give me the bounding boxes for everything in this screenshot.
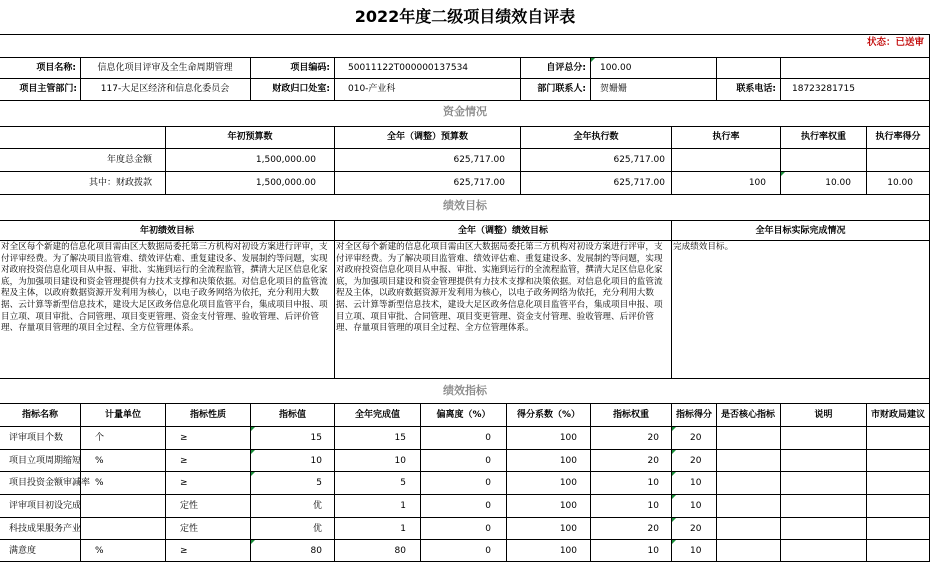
- ind-done: 80: [394, 546, 406, 556]
- indicators-section-title: 绩效指标: [443, 384, 487, 397]
- ind-value: 15: [310, 433, 322, 443]
- ind-coef: 100: [559, 501, 577, 511]
- cell-marker-icon: [672, 518, 676, 522]
- ind-done: 5: [400, 478, 406, 488]
- ind-coef: 100: [559, 546, 577, 556]
- ind-done: 10: [394, 456, 406, 466]
- ind-name: 满意度: [9, 546, 37, 556]
- ind-score: 20: [690, 524, 702, 534]
- funds-row-budget: 1,500,000.00: [255, 155, 316, 165]
- ind-header-value: 指标值: [278, 410, 306, 420]
- ind-value: 80: [310, 546, 322, 556]
- ind-nature: ≥: [180, 456, 188, 466]
- ind-unit: %: [95, 478, 104, 488]
- ind-nature: ≥: [180, 433, 188, 443]
- dept-label: 项目主管部门:: [19, 84, 77, 94]
- ind-deviation: 0: [485, 524, 491, 534]
- cell-marker-icon: [672, 427, 676, 431]
- ind-value: 优: [312, 524, 322, 534]
- ind-coef: 100: [559, 433, 577, 443]
- project-code-label: 项目编码:: [290, 63, 330, 73]
- ind-header-coef: 得分系数（%）: [516, 410, 581, 420]
- ind-deviation: 0: [485, 546, 491, 556]
- ind-nature: ≥: [180, 478, 188, 488]
- phone: 18723281715: [792, 84, 855, 94]
- cell-marker-icon: [672, 472, 676, 476]
- cell-marker-icon: [251, 540, 255, 544]
- ind-name: 项目投资金额审减率: [9, 478, 91, 488]
- finance-label: 财政归口处室:: [272, 84, 330, 94]
- funds-row-weight: 10.00: [825, 178, 851, 188]
- cell-marker-icon: [781, 172, 785, 176]
- ind-name: 科技成果服务产业: [9, 524, 82, 534]
- ind-score: 20: [690, 456, 702, 466]
- ind-nature: 定性: [180, 524, 199, 534]
- ind-unit: 个: [95, 433, 105, 443]
- funds-header-budget: 年初预算数: [227, 132, 273, 142]
- ind-value: 10: [310, 456, 322, 466]
- goal-adjusted-text: 对全区每个新建的信息化项目需由区大数据局委托第三方机构对初设方案进行评审，支付评审经费。为了解决项目监管难、绩效评估难、重复建设多、发展制约等问题，实现对政府投资信息化项目从申报、审批、实施到运行的全流程监管，撰清大足区信息化家底，为加强项目建设和资金管理提供有力技术支撑和决策依据。对信息化项目的监管流程及主体，以政府数据资源开发利用为核心，以电子政务网络为依托，充分利用大数据、云计算等新型信息技术，建设大足区政务信息化项目监管平台，集成项目申报、项目立项、项目审批、合同管理、项目变更管理、资金支付管理、验收管理、后评价管理、存量项目管理的项目全过程、全方位管理体系。: [336, 242, 663, 334]
- goals-section-title: 绩效目标: [443, 199, 487, 212]
- ind-unit: %: [95, 546, 104, 556]
- cell-marker-icon: [251, 427, 255, 431]
- dept: 117-大足区经济和信息化委员会: [100, 84, 230, 94]
- cell-marker-icon: [672, 495, 676, 499]
- ind-header-core: 是否核心指标: [720, 410, 775, 420]
- funds-row-rate: 100: [748, 178, 766, 188]
- self-score-label: 自评总分:: [546, 63, 586, 73]
- project-code: 50011122T000000137534: [348, 63, 469, 73]
- ind-score: 10: [690, 478, 702, 488]
- contact: 贺姗姗: [600, 84, 628, 94]
- funds-header-rate: 执行率: [712, 132, 740, 142]
- ind-coef: 100: [559, 456, 577, 466]
- ind-header-name: 指标名称: [21, 410, 58, 420]
- ind-name: 评审项目初设完成: [9, 501, 82, 511]
- page-title: 2022年度二级项目绩效自评表: [354, 7, 576, 26]
- ind-header-advice: 市财政局建议: [870, 410, 925, 420]
- cell-marker-icon: [672, 540, 676, 544]
- ind-weight: 20: [647, 524, 659, 534]
- ind-name: 评审项目个数: [9, 433, 64, 443]
- goal-actual-text: 完成绩效目标。: [673, 242, 734, 252]
- ind-deviation: 0: [485, 478, 491, 488]
- status-badge: 状态：已送审: [866, 37, 924, 48]
- project-name: 信息化项目评审及全生命周期管理: [97, 63, 233, 73]
- ind-header-unit: 计量单位: [104, 410, 141, 420]
- ind-name: 项目立项周期缩短: [9, 456, 82, 466]
- finance: 010-产业科: [348, 84, 396, 94]
- contact-label: 部门联系人:: [537, 84, 586, 94]
- funds-section-title: 资金情况: [443, 105, 487, 118]
- funds-row-label: 年度总金额: [106, 155, 152, 165]
- goals-header-actual: 全年目标实际完成情况: [755, 226, 846, 236]
- funds-header-adjusted: 全年（调整）预算数: [386, 132, 468, 142]
- project-name-label: 项目名称:: [36, 63, 76, 73]
- cell-marker-icon: [251, 472, 255, 476]
- ind-score: 20: [690, 433, 702, 443]
- ind-unit: %: [95, 456, 104, 466]
- funds-header-executed: 全年执行数: [573, 132, 619, 142]
- ind-score: 10: [690, 501, 702, 511]
- ind-deviation: 0: [485, 433, 491, 443]
- ind-nature: 定性: [180, 501, 199, 511]
- goals-header-adjusted: 全年（调整）绩效目标: [457, 226, 548, 236]
- self-score: 100.00: [600, 63, 632, 73]
- ind-weight: 20: [647, 456, 659, 466]
- ind-coef: 100: [559, 478, 577, 488]
- ind-weight: 10: [647, 546, 659, 556]
- funds-row-executed: 625,717.00: [613, 155, 665, 165]
- ind-weight: 10: [647, 478, 659, 488]
- ind-header-done: 全年完成值: [354, 410, 400, 420]
- ind-value: 5: [316, 478, 322, 488]
- ind-header-weight: 指标权重: [612, 410, 649, 420]
- ind-done: 1: [400, 501, 406, 511]
- funds-row-adjusted: 625,717.00: [453, 155, 505, 165]
- cell-marker-icon: [251, 450, 255, 454]
- goal-initial-text: 对全区每个新建的信息化项目需由区大数据局委托第三方机构对初设方案进行评审，支付评审经费。为了解决项目监管难、绩效评估难、重复建设多、发展制约等问题，实现对政府投资信息化项目从申报、审批、实施到运行的全流程监管，撰清大足区信息化家底，为加强项目建设和资金管理提供有力技术支撑和决策依据。对信息化项目的监管流程及主体，以政府数据资源开发利用为核心，以电子政务网络为依托，充分利用大数据、云计算等新型信息技术，建设大足区政务信息化项目监管平台，集成项目申报、项目立项、项目审批、合同管理、项目变更管理、资金支付管理、验收管理、后评价管理、存量项目管理的项目全过程、全方位管理体系。: [1, 242, 328, 334]
- ind-deviation: 0: [485, 456, 491, 466]
- ind-done: 15: [394, 433, 406, 443]
- ind-weight: 20: [647, 433, 659, 443]
- ind-deviation: 0: [485, 501, 491, 511]
- ind-header-note: 说明: [814, 410, 833, 420]
- funds-header-score: 执行率得分: [875, 132, 921, 142]
- ind-score: 10: [690, 546, 702, 556]
- goals-header-initial: 年初绩效目标: [139, 226, 194, 236]
- cell-marker-icon: [672, 450, 676, 454]
- funds-row-adjusted: 625,717.00: [453, 178, 505, 188]
- funds-row-score: 10.00: [887, 178, 913, 188]
- ind-nature: ≥: [180, 546, 188, 556]
- ind-done: 1: [400, 524, 406, 534]
- funds-row-budget: 1,500,000.00: [255, 178, 316, 188]
- funds-header-weight: 执行率权重: [800, 132, 846, 142]
- ind-header-nature: 指标性质: [189, 410, 226, 420]
- funds-row-executed: 625,717.00: [613, 178, 665, 188]
- ind-value: 优: [312, 501, 322, 511]
- cell-marker-icon: [591, 58, 595, 62]
- ind-weight: 10: [647, 501, 659, 511]
- phone-label: 联系电话:: [736, 84, 776, 94]
- ind-coef: 100: [559, 524, 577, 534]
- ind-header-deviation: 偏离度（%）: [436, 410, 491, 420]
- ind-header-score: 指标得分: [675, 410, 712, 420]
- funds-row-label: 其中：财政拨款: [88, 178, 152, 188]
